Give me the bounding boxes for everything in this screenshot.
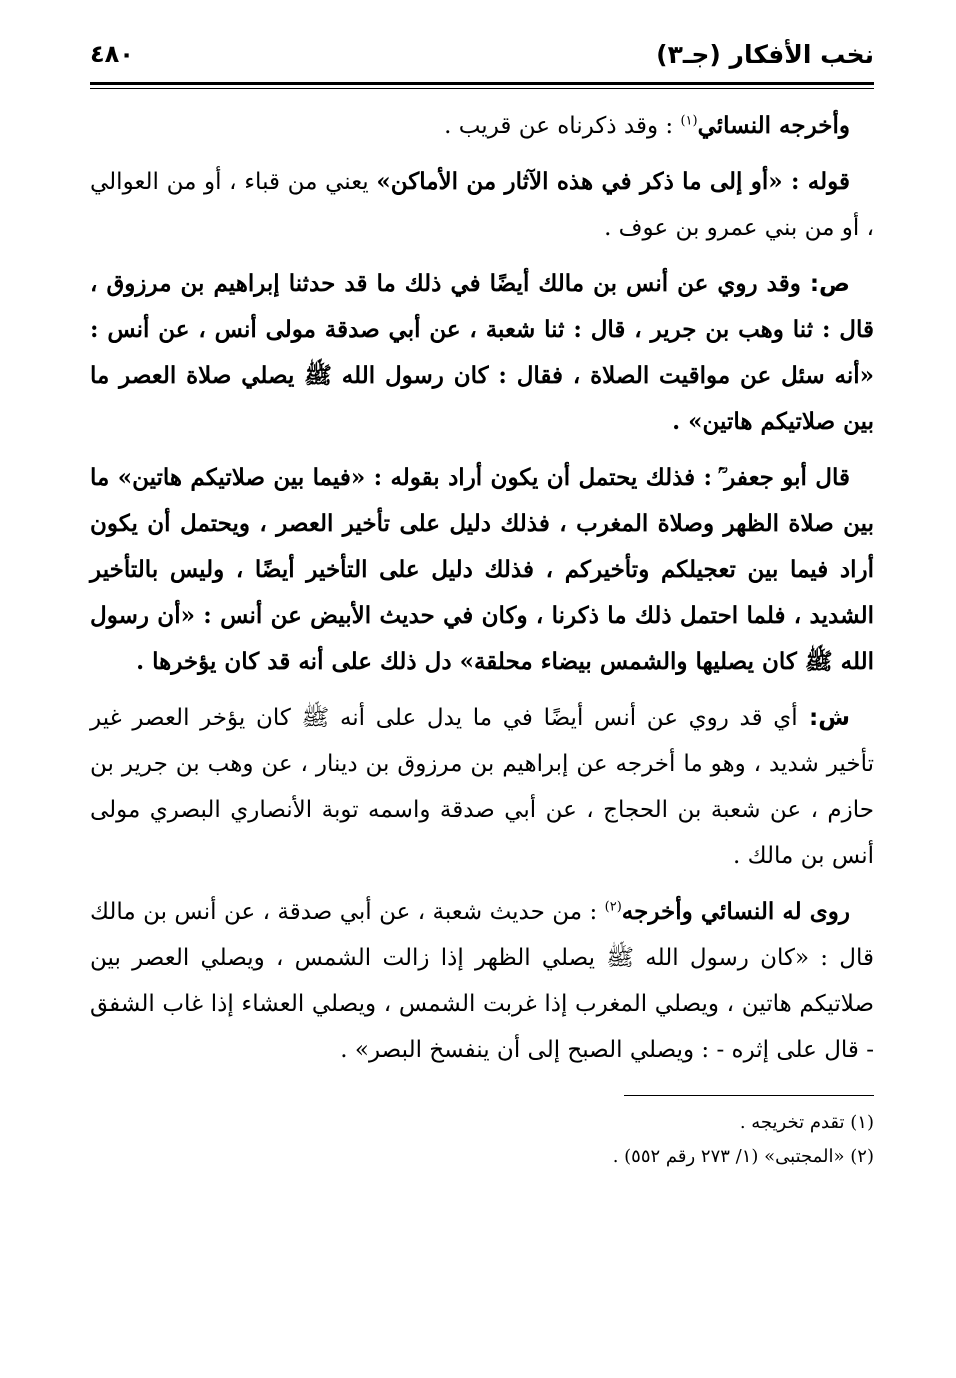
footnote-separator	[624, 1095, 874, 1096]
paragraph-text: قال أبو جعفر ؒ : فذلك يحتمل أن يكون أراد بقوله : «فيما بين صلاتيكم هاتين» ما بين صلاة الظهر وصلاة المغرب ، فذلك دليل على تأخير العصر ، ويحتمل أن يكون أراد فيما بين تعجيلكم وتأخيركم ، فذلك دليل على التأخير أيضًا ، وليس بالتأخير الشديد ، فلما احتمل ذلك ما ذكرنا ، وكان في حديث الأبيض عن أنس : «أن رسول الله ﷺ كان يصليها والشمس بيضاء محلقة» دل ذلك على أنه قد كان يؤخرها .	[90, 464, 874, 675]
page-number: ٤٨٠	[90, 40, 134, 68]
main-text	[90, 103, 874, 1073]
paragraph-text: وقد روي عن أنس بن مالك أيضًا في ذلك ما قد حدثنا إبراهيم بن مرزوق ، قال : ثنا وهب بن جرير ، قال : ثنا شعبة ، عن أبي صدقة مولى أنس ، عن أنس : «أنه سئل عن مواقيت الصلاة ، فقال : كان رسول الله ﷺ يصلي صلاة العصر ما بين صلاتيكم هاتين» .	[90, 270, 874, 435]
paragraph-5	[90, 695, 874, 879]
header-rule-thick	[90, 82, 874, 85]
book-page	[90, 30, 874, 1360]
paragraph-3	[90, 261, 874, 445]
paragraph-text: أي قد روي عن أنس أيضًا في ما يدل على أنه ﷺ كان يؤخر العصر غير تأخير شديد ، وهو ما أخرجه عن إبراهيم بن مرزوق بن دينار ، عن وهب بن جرير بن حازم ، عن شعبة بن الحجاج ، عن أبي صدقة واسمه توبة الأنصاري البصري مولى أنس بن مالك .	[90, 705, 874, 869]
paragraph-1	[90, 103, 874, 149]
footnotes	[90, 1106, 874, 1174]
paragraph-4	[90, 455, 874, 685]
footnote-ref-1: (١)	[680, 113, 698, 129]
header-rule-thin	[90, 88, 874, 89]
bold-lead: قوله : «أو إلى ما ذكر في هذه الآثار من الأماكن»	[376, 168, 850, 195]
section-marker-shin: ش:	[797, 705, 850, 731]
bold-lead: روى له النسائي وأخرجه	[621, 898, 850, 925]
running-title: نخب الأفكار (جـ٣)	[656, 39, 874, 69]
bold-lead: وأخرجه النسائي	[697, 112, 850, 139]
paragraph-text: : من حديث شعبة ، عن أبي صدقة ، عن أنس بن مالك قال : «كان رسول الله ﷺ يصلي الظهر إذا زالت الشمس ، ويصلي العصر بين صلاتيكم هاتين ، ويصلي المغرب إذا غربت الشمس ، ويصلي العشاء إذا غاب الشفق - قال على إثره - : ويصلي الصبح إلى أن ينفسخ البصر» .	[90, 899, 874, 1063]
footnote-ref-2: (٢)	[604, 899, 622, 915]
paragraph-text: يعني من قباء ، أو من العوالي ، أو من بني عمرو بن عوف .	[90, 169, 874, 241]
paragraph-2	[90, 159, 874, 251]
paragraph-text: : وقد ذكرناه عن قريب .	[444, 113, 681, 139]
section-marker-sad: ص:	[800, 271, 850, 297]
paragraph-6	[90, 889, 874, 1073]
footnote-1: (١) تقدم تخريجه .	[739, 1112, 874, 1133]
footnote-2: (٢) «المجتبى» (١/ ٢٧٣ رقم ٥٥٢) .	[612, 1146, 874, 1167]
page-header	[90, 30, 874, 78]
